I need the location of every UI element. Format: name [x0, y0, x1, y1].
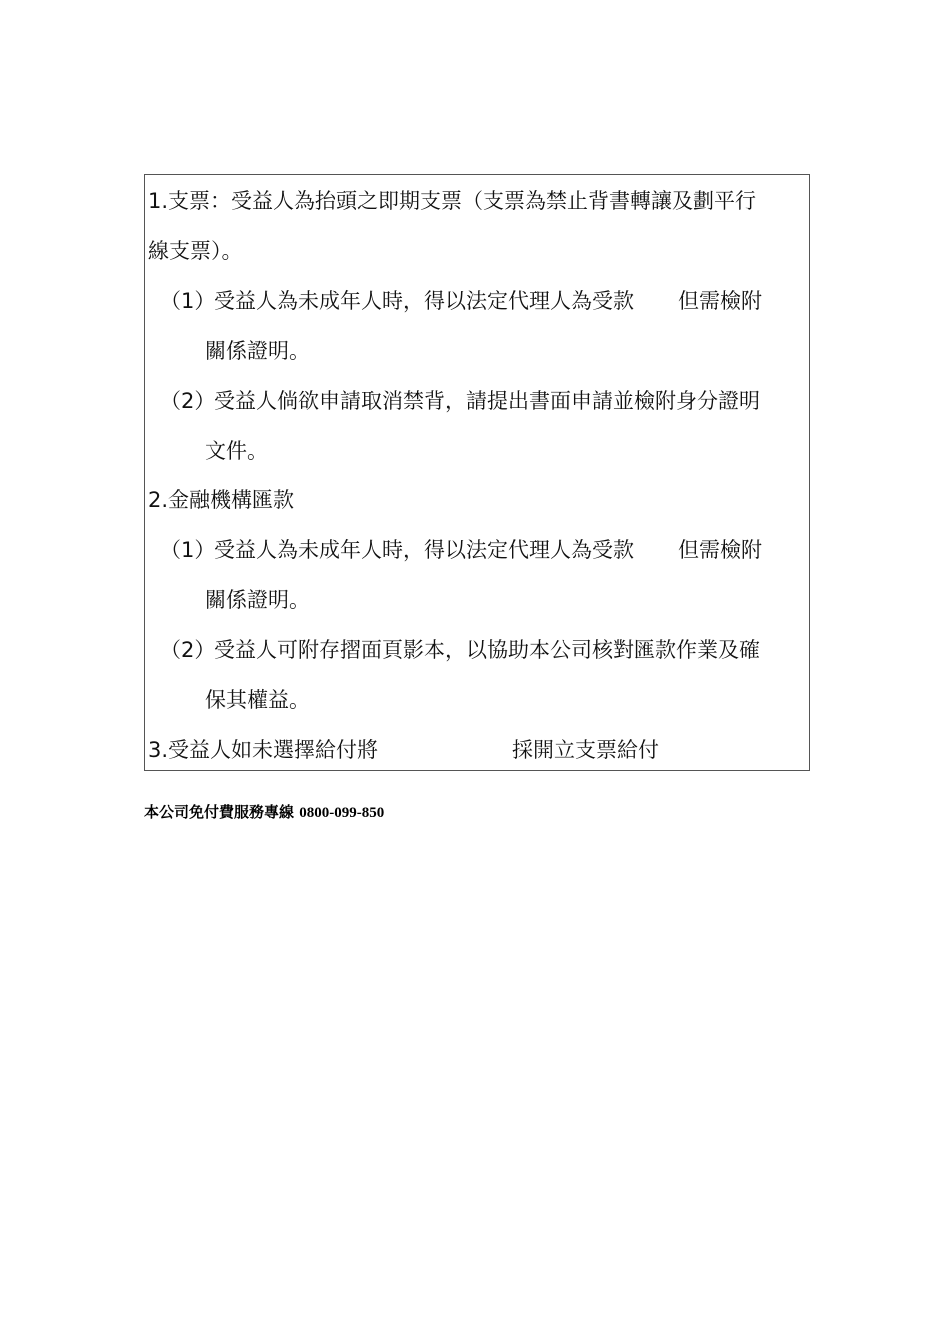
section-1-heading-continued: 線支票）。 [148, 239, 243, 263]
item-number: （2） [160, 638, 216, 662]
section-1-item-1-continued: 關係證明。 [205, 339, 310, 363]
item-text: 受益人可附存摺面頁影本，以協助本公司核對匯款作業及確 [214, 638, 760, 662]
item-text: 受益人為未成年人時，得以法定代理人為受款 [214, 538, 634, 562]
toll-free-hotline [144, 802, 384, 823]
section-1-heading: 1.支票：受益人為抬頭之即期支票（支票為禁止背書轉讓及劃平行 [148, 189, 757, 213]
section-2-heading: 2.金融機構匯款 [148, 488, 295, 512]
item-number: （2） [160, 389, 216, 413]
section-1-item-2-continued: 文件。 [205, 439, 268, 463]
section-2-item-2-continued: 保其權益。 [205, 688, 310, 712]
section-2-item-1 [160, 537, 762, 563]
section-2-item-1-continued: 關係證明。 [205, 588, 310, 612]
section-1-item-2 [160, 388, 760, 414]
item-text-tail: 但需檢附 [678, 289, 762, 313]
section-3-text: 3.受益人如未選擇給付將 [148, 738, 379, 762]
section-1-item-1 [160, 288, 762, 314]
item-text: 受益人為未成年人時，得以法定代理人為受款 [214, 289, 634, 313]
section-3-line [148, 737, 659, 763]
item-number: （1） [160, 538, 216, 562]
item-text-tail: 但需檢附 [678, 538, 762, 562]
notice-box [144, 174, 810, 771]
item-text: 受益人倘欲申請取消禁背，請提出書面申請並檢附身分證明 [214, 389, 760, 413]
item-number: （1） [160, 289, 216, 313]
section-2-item-2 [160, 637, 760, 663]
section-3-text-tail: 採開立支票給付 [512, 738, 660, 762]
hotline-number: 0800-099-850 [299, 805, 385, 821]
hotline-label: 本公司免付費服務專線 [144, 803, 295, 821]
